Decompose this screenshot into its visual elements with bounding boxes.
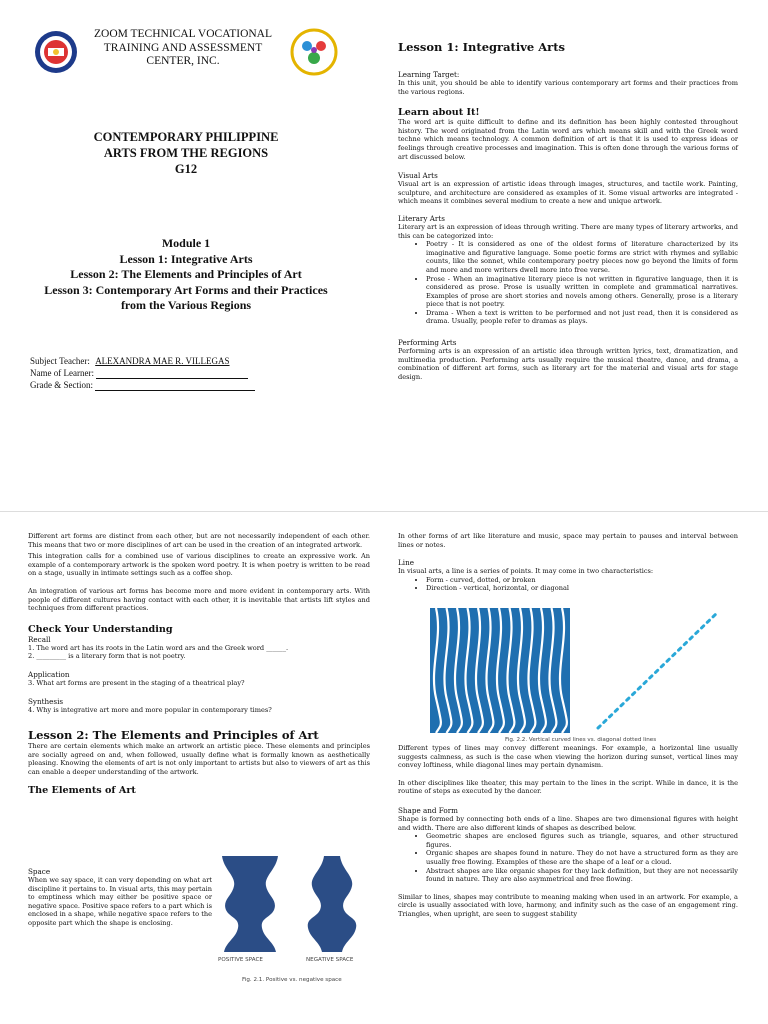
list-item: • Abstract shapes are like organic shapes for they lack definition, but they are not necessarily found in nature. They are also asymmetrical and free flowing. [426,867,738,884]
learner-info [30,355,350,391]
space-text: When we say space, it can very depending on what art discipline it pertains to. In visual arts, this may pertain to emptiness which may either be positive space or negative space. Positive space refers to a part which is enclosed in a shape, while negative space refers to the opposite part which the shape is enclosing. [28,876,212,927]
deped-seal-logo [34,30,78,74]
line-text: In visual arts, a line is a series of points. It may come in two characteristics: [398,567,654,576]
literary-forms-list [398,240,738,326]
application-heading: Application [28,669,70,679]
check-understanding-heading: Check Your Understanding [28,623,173,635]
space-heading: Space [28,867,51,876]
space-section [28,867,212,928]
module-title-line: Lesson 3: Contemporary Art Forms and their Practices [44,282,328,297]
learning-target-text: In this unit, you should be able to identify various contemporary art forms and their practices from the various regions. [398,79,738,96]
synthesis-item: 4. Why is integrative art more and more popular in contemporary times? [28,705,272,714]
list-item: • Form - curved, dotted, or broken [426,576,738,585]
learner-name-blank[interactable] [96,369,248,379]
lesson2-title: Lesson 2: The Elements and Principles of Art [28,728,319,743]
list-item: • Direction - vertical, horizontal, or diagonal [426,584,738,593]
school-name [78,28,288,69]
page2-right-lower [398,744,738,919]
visual-arts-heading: Visual Arts [398,171,438,181]
space-other-forms-text: In other forms of art like literature and music, space may pertain to pauses and interval between lines or notes. [398,532,738,549]
grade-section-row [30,379,350,391]
school-name-line: ZOOM TECHNICAL VOCATIONAL [93,28,273,40]
curved-vs-dotted-lines-illustration [430,608,720,733]
shape-types-list [398,832,738,884]
application-item: 3. What art forms are present in the staging of a theatrical play? [28,678,245,687]
course-title-line: G12 [174,162,198,176]
recall-item: 2. _________ is a literary form that is not poetry. [28,652,186,661]
learn-about-it-heading: Learn about It! [398,107,480,119]
literary-arts-text: Literary art is an expression of ideas through writing. There are many types of literary artworks, and this can be categorized into: [398,222,738,240]
module-title [20,236,352,314]
lines-other-disciplines-text: In other disciplines like theater, this may pertain to the lines in the script. While in dance, it is the routine of steps as executed by the dancer. [398,778,738,796]
recall-heading: Recall [28,634,51,644]
visual-arts-text: Visual art is an expression of artistic ideas through images, structures, and tactile work. Painting, sculpture, and architecture are considered as examples of it. Some visual artworks are integrated - which means it combines several medium to create a new and unique artwork. [398,180,738,206]
line-characteristics-list [398,576,738,593]
module-title-line: Module 1 [161,236,211,250]
recall-item: 1. The word art has its roots in the Latin word ars and the Greek word ______. [28,643,289,652]
shape-meaning-text: Similar to lines, shapes may contribute to meaning making when used in an artwork. For example, a circle is usually associated with love, harmony, and infinity such as the case of an engagement ring. Triangles, when upright, are seen to suggest stability [398,892,738,918]
list-item: • Prose - When an imaginative literary piece is not written in figurative language, then it is considered as prose. Prose is usually written in complete and grammatical narratives. Examples of prose are short stories and novels among others. Generally, prose is a literary piece that is not poetry. [426,275,738,309]
subject-teacher-row [30,355,350,367]
lines-meaning-text: Different types of lines may convey different meanings. For example, a horizontal line usually suggests calmness, as such is the case when viewing the horizon during sunset, vertical lines may convey loftiness, while diagonal lines may pertain dynamism. [398,744,738,770]
school-logo [290,28,334,72]
shape-form-text: Shape is formed by connecting both ends of a line. Shapes are two dimensional figures with height and width. There are also different kinds of shapes as described below. [398,814,738,832]
page2-left-column [28,532,370,796]
integration-paragraph-1: Different art forms are distinct from each other, but are not necessarily independent of each other. This means that two or more disciplines of art can be used in the creation of an integrated artwork. [28,532,370,549]
subject-teacher-name: ALEXANDRA MAE R. VILLEGAS [95,356,230,366]
course-title-line: ARTS FROM THE REGIONS [103,146,269,160]
figure-lines [430,608,720,733]
learner-name-label: Name of Learner: [30,368,94,378]
figure-2-1-caption: Fig. 2.1. Positive vs. negative space [242,977,342,983]
figure-positive-negative [216,852,368,972]
shape-form-heading: Shape and Form [398,805,458,815]
elements-of-art-heading: The Elements of Art [28,784,136,796]
learning-target-heading: Learning Target: [398,70,460,79]
school-name-line: CENTER, INC. [146,55,220,67]
school-name-line: TRAINING AND ASSESSMENT [103,41,263,54]
learn-about-it-text: The word art is quite difficult to define and its definition has been highly contested throughout history. The word originated from the Latin word ars which means skill and with the Greek word techne which means technology. A common definition of art is that it is used to express ideas or feelings through creative processes and imagination. This is often done through the various forms of art discussed below. [398,118,738,161]
page2-right-column [398,532,738,593]
grade-section-blank[interactable] [95,381,255,391]
page-two [0,512,768,1024]
literary-arts-heading: Literary Arts [398,213,445,223]
lesson1-title: Lesson 1: Integrative Arts [398,40,566,54]
learner-name-row [30,367,350,379]
module-title-line: Lesson 2: The Elements and Principles of Art [70,267,302,281]
performing-arts-text: Performing arts is an expression of an artistic idea through written lyrics, text, dramatization, and multimedia production. Performing arts usually require the musical theatre, dance, and drama, a combination of different art forms, such as literary art for the material and visual arts for stage design. [398,347,738,381]
module-title-line: Lesson 1: Integrative Arts [119,251,253,266]
course-title [28,129,344,177]
positive-negative-illustration [216,852,368,956]
list-item: • Poetry - It is considered as one of the oldest forms of literature characterized by its imaginative and figurative language. Some poetic forms are strict with rhymes and syllabic counts, like the sonnet, while contemporary poetry pieces now go beyond the limits of form and more and more writers dwell more into free verse. [426,240,738,274]
synthesis-heading: Synthesis [28,696,64,706]
course-title-line: CONTEMPORARY PHILIPPINE [93,130,279,144]
lesson2-intro: There are certain elements which make an artwork an artistic piece. These elements and principles are socially agreed on and, when followed, usually define what is formally known as aesthetically pleasing. Knowing the elements of art is not only important to artists but also to viewers of art as this can enable a deeper understanding of the artwork. [28,742,370,776]
integration-paragraph-2: This integration calls for a combined use of various disciplines to create an expressive work. An example of a contemporary artwork is the spoken word poetry. It is when poetry is written to be read on a stage, usually in intimate settings such as a coffee shop. [28,552,370,578]
positive-space-label: POSITIVE SPACE [218,957,263,963]
subject-teacher-label: Subject Teacher: [30,356,90,366]
lesson1-column [398,40,738,381]
list-item: • Geometric shapes are enclosed figures such as triangle, squares, and other structured figures. [426,832,738,849]
performing-arts-heading: Performing Arts [398,338,457,348]
module-title-line: from the Various Regions [120,298,252,312]
line-heading: Line [398,558,414,568]
grade-section-label: Grade & Section: [30,380,93,390]
figure-2-2-caption: Fig. 2.2. Vertical curved lines vs. diagonal dotted lines [505,737,657,743]
list-item: • Organic shapes are shapes found in nature. They do not have a structured form as they are usually free flowing. Examples of these are the shape of a leaf or a cloud. [426,849,738,866]
integration-paragraph-3: An integration of various art forms has become more and more evident in contemporary arts. With people of different cultures having contact with each other, it is inevitable that artists lift styles and techniques from different practices. [28,586,370,613]
negative-space-label: NEGATIVE SPACE [306,957,354,963]
list-item: • Drama - When a text is written to be performed and not just read, then it is considered as drama. Usually, people refer to dramas as plays. [426,309,738,326]
